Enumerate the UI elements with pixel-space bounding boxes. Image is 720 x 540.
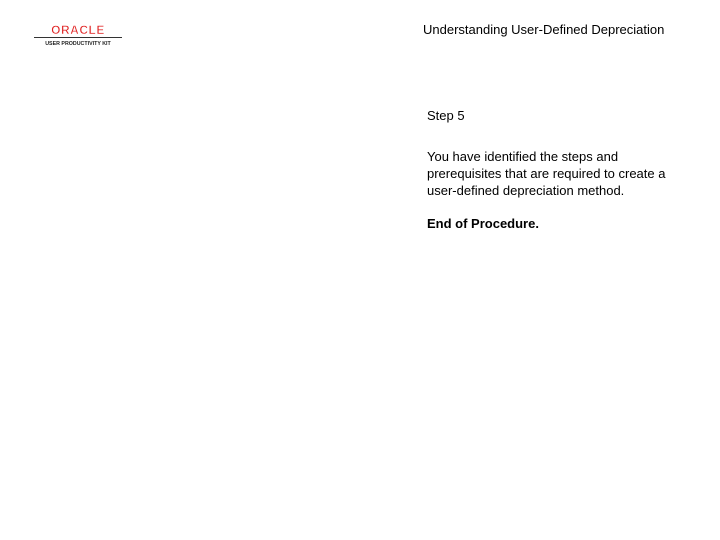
step-content bbox=[427, 107, 689, 232]
step-label: Step 5 bbox=[427, 108, 465, 123]
svg-text:ORACLE: ORACLE bbox=[51, 23, 105, 37]
page-title: Understanding User-Defined Depreciation bbox=[423, 22, 665, 37]
step-description: You have identified the steps and prerequisites that are required to create a user-defined depreciation method. bbox=[427, 149, 666, 198]
svg-text:USER PRODUCTIVITY KIT: USER PRODUCTIVITY KIT bbox=[45, 41, 111, 47]
end-of-procedure: End of Procedure. bbox=[427, 216, 539, 231]
oracle-upk-logo bbox=[34, 22, 122, 48]
